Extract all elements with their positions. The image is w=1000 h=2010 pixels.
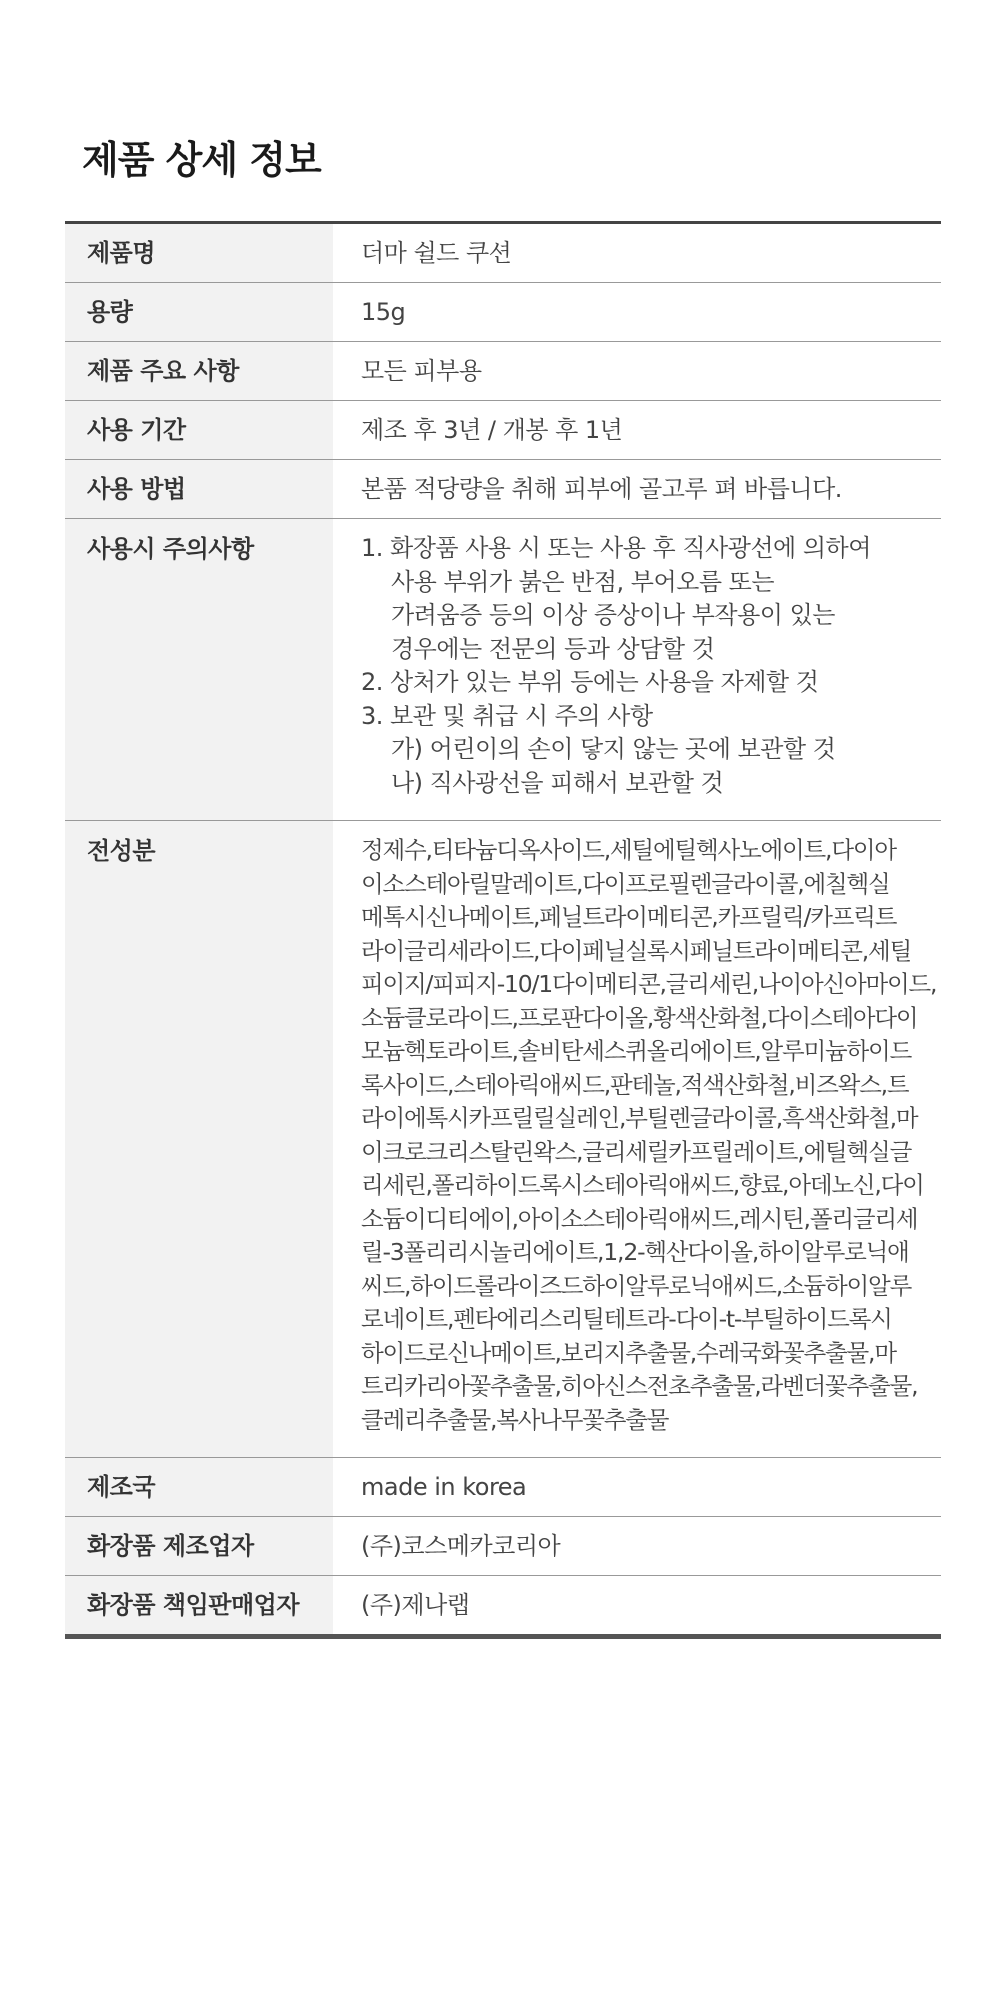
row-precautions [65, 519, 941, 821]
precaution-line: 1. 화장품 사용 시 또는 사용 후 직사광선에 의하여 [361, 534, 871, 562]
row-capacity [65, 283, 941, 342]
row-value: 제조 후 3년 / 개봉 후 1년 [361, 416, 623, 444]
row-value: (주)코스메카코리아 [361, 1532, 561, 1560]
ingredient-line: 피이지/피피지-10/1다이메티콘,글리세린,나이아신아마이드, [361, 970, 937, 998]
precaution-line: 나) 직사광선을 피해서 보관할 것 [391, 768, 724, 797]
ingredient-line: 라이에톡시카프릴릴실레인,부틸렌글라이콜,흑색산화철,마 [361, 1104, 918, 1132]
row-value: (주)제나랩 [361, 1591, 470, 1619]
ingredient-line: 소듐클로라이드,프로판다이올,황색산화철,다이스테아다이 [361, 1003, 918, 1032]
ingredient-line: 클레리추출물,복사나무꽃추출물 [361, 1405, 669, 1434]
ingredient-line: 모늄헥토라이트,솔비탄세스퀴올리에이트,알루미늄하이드 [361, 1037, 912, 1065]
ingredient-line: 이크로크리스탈린왁스,글리세릴카프릴레이트,에틸헥실글 [361, 1137, 912, 1166]
row-main-features [65, 342, 941, 401]
row-value: 15g [361, 298, 406, 326]
ingredient-line: 소듐이디티에이,아이소스테아릭애씨드,레시틴,폴리글리세 [361, 1204, 918, 1233]
page-title: 제품 상세 정보 [82, 138, 321, 182]
ingredient-line: 릴-3폴리리시놀리에이트,1,2-헥산다이올,하이알루로닉애 [361, 1238, 909, 1266]
ingredient-line: 로네이트,펜타에리스리틸테트라-다이-t-부틸하이드록시 [361, 1305, 892, 1333]
precaution-line: 사용 부위가 붉은 반점, 부어오름 또는 [391, 567, 775, 596]
ingredient-line: 하이드로신나메이트,보리지추출물,수레국화꽃추출물,마 [361, 1338, 896, 1367]
precaution-line: 경우에는 전문의 등과 상담할 것 [391, 634, 715, 663]
row-value: made in korea [361, 1473, 527, 1501]
product-info-table [65, 221, 941, 1639]
row-label: 화장품 제조업자 [65, 1517, 333, 1575]
row-label: 사용 기간 [65, 401, 333, 459]
row-label: 제품 주요 사항 [65, 342, 333, 400]
row-label: 제조국 [65, 1458, 333, 1516]
row-value: 모든 피부용 [361, 357, 482, 385]
row-value: 본품 적당량을 취해 피부에 골고루 펴 바릅니다. [361, 475, 842, 503]
row-value [333, 519, 941, 820]
row-value: 더마 쉴드 쿠션 [361, 239, 512, 267]
ingredient-line: 라이글리세라이드,다이페닐실록시페닐트라이메티콘,세틸 [361, 936, 912, 965]
row-country-of-origin [65, 1458, 941, 1517]
row-label: 화장품 책임판매업자 [65, 1576, 333, 1634]
precaution-line: 가려움증 등의 이상 증상이나 부작용이 있는 [391, 601, 835, 629]
row-label: 사용 방법 [65, 460, 333, 518]
ingredient-line: 정제수,티타늄디옥사이드,세틸에틸헥사노에이트,다이아 [361, 836, 896, 864]
row-product-name [65, 224, 941, 283]
row-usage-method [65, 460, 941, 519]
row-ingredients [65, 821, 941, 1458]
row-label: 제품명 [65, 224, 333, 282]
ingredient-line: 메톡시신나메이트,페닐트라이메티콘,카프릴릭/카프릭트 [361, 903, 897, 931]
ingredient-line: 리세린,폴리하이드록시스테아릭애씨드,향료,아데노신,다이 [361, 1171, 924, 1199]
row-usage-period [65, 401, 941, 460]
row-value [333, 821, 941, 1457]
row-manufacturer [65, 1517, 941, 1576]
ingredient-line: 트리카리아꽃추출물,히아신스전초추출물,라벤더꽃추출물, [361, 1372, 918, 1400]
precaution-line: 3. 보관 및 취급 시 주의 사항 [361, 701, 653, 730]
ingredient-line: 씨드,하이드롤라이즈드하이알루로닉애씨드,소듐하이알루 [361, 1271, 912, 1300]
row-responsible-seller [65, 1576, 941, 1634]
ingredient-line: 이소스테아릴말레이트,다이프로필렌글라이콜,에칠헥실 [361, 869, 890, 898]
row-label: 사용시 주의사항 [65, 519, 333, 820]
row-label: 용량 [65, 283, 333, 341]
precaution-line: 2. 상처가 있는 부위 등에는 사용을 자제할 것 [361, 668, 819, 696]
ingredient-line: 록사이드,스테아릭애씨드,판테놀,적색산화철,비즈왁스,트 [361, 1070, 909, 1099]
row-label: 전성분 [65, 821, 333, 1457]
precaution-line: 가) 어린이의 손이 닿지 않는 곳에 보관할 것 [391, 735, 836, 763]
